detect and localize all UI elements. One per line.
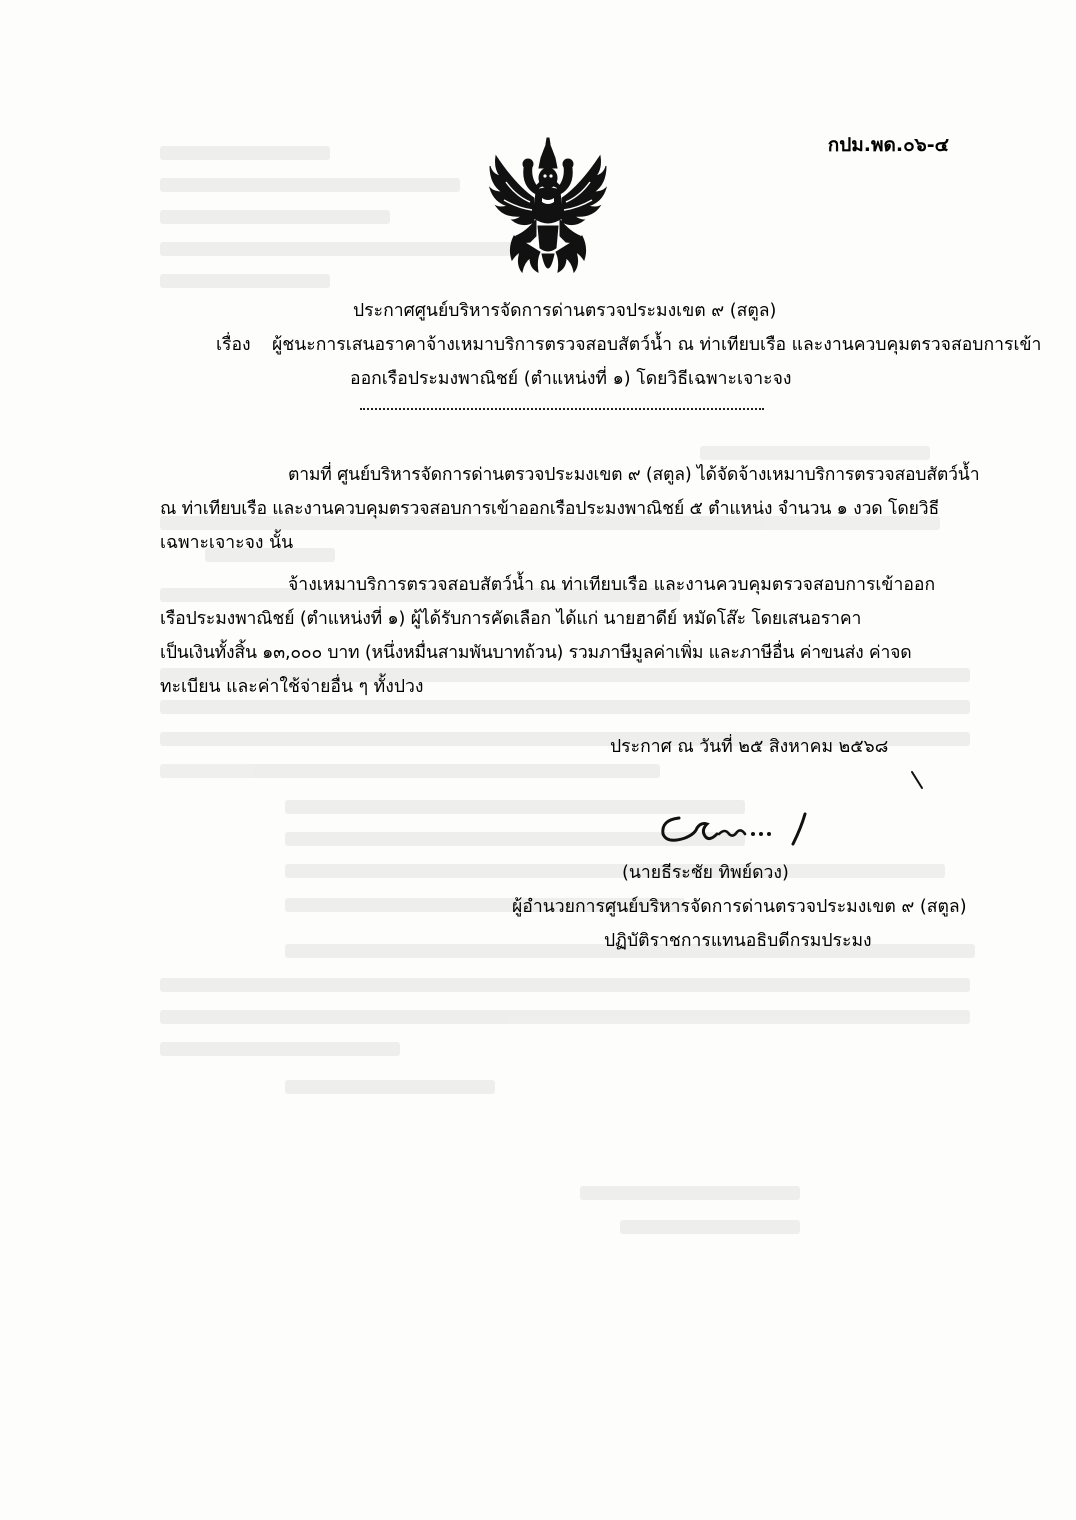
announce-date: ประกาศ ณ วันที่ ๒๕ สิงหาคม ๒๕๖๘ bbox=[610, 737, 889, 757]
signatory-acting: ปฏิบัติราชการแทนอธิบดีกรมประมง bbox=[604, 931, 872, 951]
paragraph-2-line-1: จ้างเหมาบริการตรวจสอบสัตว์น้ำ ณ ท่าเทียบเรือ และงานควบคุมตรวจสอบการเข้าออก bbox=[288, 575, 936, 595]
document-code: กปม.พด.๐๖-๔ bbox=[827, 134, 949, 156]
handwritten-signature bbox=[655, 808, 825, 852]
subject-label: เรื่อง bbox=[216, 335, 251, 355]
paragraph-2-line-4: ทะเบียน และค่าใช้จ่ายอื่น ๆ ทั้งปวง bbox=[160, 677, 424, 697]
paragraph-1-line-3: เฉพาะเจาะจง นั้น bbox=[160, 533, 294, 553]
paragraph-2-line-3: เป็นเงินทั้งสิ้น ๑๓,๐๐๐ บาท (หนึ่งหมื่นสามพันบาทถ้วน) รวมภาษีมูลค่าเพิ่ม และภาษีอื่น ค่าขนส่ง ค่าจด bbox=[160, 643, 912, 663]
announcement-title: ประกาศศูนย์บริหารจัดการด่านตรวจประมงเขต ๙ (สตูล) bbox=[353, 301, 777, 321]
subject-line-2: ออกเรือประมงพาณิชย์ (ตำแหน่งที่ ๑) โดยวิธีเฉพาะเจาะจง bbox=[350, 369, 792, 389]
garuda-emblem-icon bbox=[486, 136, 610, 284]
signatory-name: (นายธีระชัย ทิพย์ดวง) bbox=[622, 863, 789, 883]
paragraph-1-line-2: ณ ท่าเทียบเรือ และงานควบคุมตรวจสอบการเข้าออกเรือประมงพาณิชย์ ๕ ตำแหน่ง จำนวน ๑ งวด โดยวิธี bbox=[160, 499, 940, 519]
heading-divider bbox=[360, 406, 764, 410]
signatory-position: ผู้อำนวยการศูนย์บริหารจัดการด่านตรวจประมงเขต ๙ (สตูล) bbox=[512, 897, 967, 917]
pen-mark-icon bbox=[910, 770, 926, 790]
paragraph-1-line-1: ตามที่ ศูนย์บริหารจัดการด่านตรวจประมงเขต ๙ (สตูล) ได้จัดจ้างเหมาบริการตรวจสอบสัตว์น้ำ bbox=[288, 465, 980, 485]
paragraph-2-line-2: เรือประมงพาณิชย์ (ตำแหน่งที่ ๑) ผู้ได้รับการคัดเลือก ได้แก่ นายฮาดีย์ หมัดโส๊ะ โดยเสนอราคา bbox=[160, 609, 862, 629]
subject-line-1: ผู้ชนะการเสนอราคาจ้างเหมาบริการตรวจสอบสัตว์น้ำ ณ ท่าเทียบเรือ และงานควบคุมตรวจสอบการเข้า bbox=[272, 335, 1042, 355]
